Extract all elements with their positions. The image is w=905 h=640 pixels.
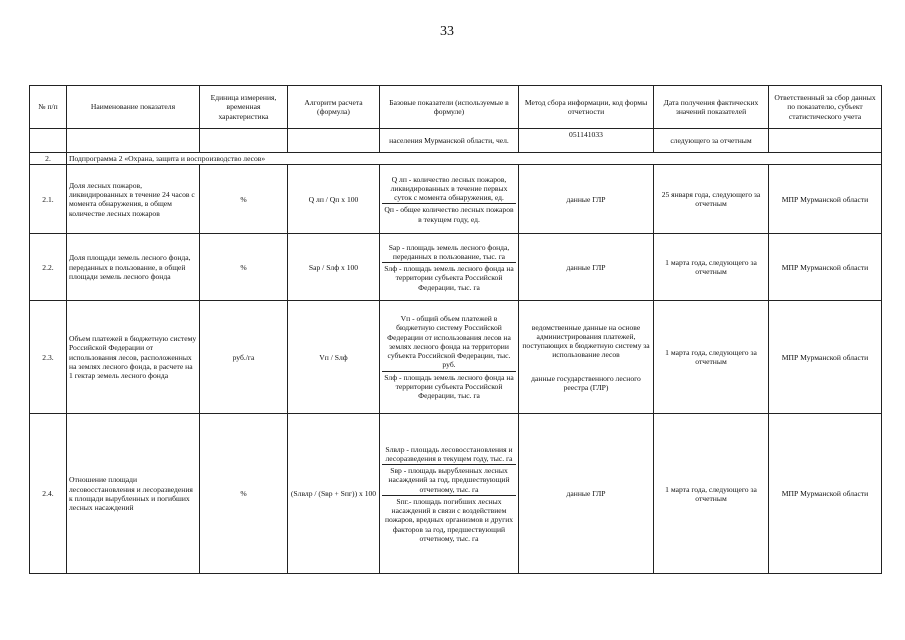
base-item: Sар - площадь земель лесного фонда, переданных в пользование, тыс. га <box>382 242 516 264</box>
row-num: 2.3. <box>30 301 67 414</box>
carry-date: следующего за отчетным <box>654 129 769 153</box>
row-method <box>519 301 654 414</box>
subprogram-title: Подпрограмма 2 «Охрана, защита и воспроизводство лесов» <box>67 153 882 165</box>
table-header-row <box>30 86 882 129</box>
row-algorithm: Sар / Sлф х 100 <box>288 234 380 301</box>
row-unit: руб./га <box>200 301 288 414</box>
base-item: Vп - общий объем платежей в бюджетную систему Российской Федерации от использования лесов на землях лесного фонда на территории субъекта Российской Федерации, тыс. руб. <box>382 313 516 372</box>
table-row <box>30 301 882 414</box>
table-row <box>30 414 882 574</box>
row-responsible: МПР Мурманской области <box>769 165 882 234</box>
base-item: Sлф - площадь земель лесного фонда на территории субъекта Российской Федерации, тыс. га <box>384 372 514 401</box>
row-algorithm: Vп / Sлф <box>288 301 380 414</box>
row-name: Объем платежей в бюджетную систему Российской Федерации от использования лесов, расположенных на землях лесного фонда, в расчете на 1 гектар земель лесного фонда <box>67 301 200 414</box>
base-item: Sлф - площадь земель лесного фонда на территории субъекта Российской Федерации, тыс. га <box>384 264 514 292</box>
base-item: Qп - общее количество лесных пожаров в текущем году, ед. <box>384 205 514 224</box>
base-item: Q лп - количество лесных пожаров, ликвидированных в течение первых суток с момента обнаружения, ед. <box>382 174 516 205</box>
row-date: 1 марта года, следующего за отчетным <box>654 234 769 301</box>
row-unit: % <box>200 234 288 301</box>
row-base <box>380 301 519 414</box>
header-date: Дата получения фактических значений показателей <box>654 86 769 129</box>
header-name: Наименование показателя <box>67 86 200 129</box>
base-item: Sпг.- площадь погибших лесных насаждений в связи с воздействием пожаров, вредных организмов и других факторов за год, предшествующий отчетному, тыс. га <box>384 496 514 543</box>
method-item: данные государственного лесного реестра (ГЛР) <box>531 373 641 392</box>
header-base: Базовые показатели (используемые в формуле) <box>380 86 519 129</box>
method-item: ведомственные данные на основе администрирования платежей, поступающих в бюджетную систему за использование лесов <box>522 322 650 360</box>
row-responsible: МПР Мурманской области <box>769 301 882 414</box>
row-num: 2.2. <box>30 234 67 301</box>
row-name: Доля площади земель лесного фонда, переданных в пользование, в общей площади земель лесного фонда <box>67 234 200 301</box>
header-num: № п/п <box>30 86 67 129</box>
row-method: данные ГЛР <box>519 414 654 574</box>
row-num: 2.1. <box>30 165 67 234</box>
table-row <box>30 234 882 301</box>
header-responsible: Ответственный за сбор данных по показателю, субъект статистического учета <box>769 86 882 129</box>
row-name: Отношение площади лесовосстановления и лесоразведения к площади вырубленных и погибших лесных насаждений <box>67 414 200 574</box>
row-base <box>380 234 519 301</box>
row-date: 1 марта года, следующего за отчетным <box>654 414 769 574</box>
subprogram-row <box>30 153 882 165</box>
indicators-table <box>29 85 882 574</box>
table-row <box>30 165 882 234</box>
carry-method: 051141033 <box>519 129 654 153</box>
base-item: Sлвлр - площадь лесовосстановления и лесоразведения в текущем году, тыс. га <box>382 444 516 466</box>
row-responsible: МПР Мурманской области <box>769 234 882 301</box>
row-date: 1 марта года, следующего за отчетным <box>654 301 769 414</box>
row-unit: % <box>200 414 288 574</box>
row-date: 25 января года, следующего за отчетным <box>654 165 769 234</box>
row-method: данные ГЛР <box>519 234 654 301</box>
row-responsible: МПР Мурманской области <box>769 414 882 574</box>
row-name: Доля лесных пожаров, ликвидированных в течение 24 часов с момента обнаружения, в общем количестве лесных пожаров <box>67 165 200 234</box>
row-method: данные ГЛР <box>519 165 654 234</box>
header-algorithm: Алгоритм расчета (формула) <box>288 86 380 129</box>
row-unit: % <box>200 165 288 234</box>
header-method: Метод сбора информации, код формы отчетности <box>519 86 654 129</box>
carry-row <box>30 129 882 153</box>
header-unit: Единица измерения, временная характеристика <box>200 86 288 129</box>
subprogram-num: 2. <box>30 153 67 165</box>
row-num: 2.4. <box>30 414 67 574</box>
carry-base: населения Мурманской области, чел. <box>380 129 519 153</box>
row-base <box>380 414 519 574</box>
base-item: Sвр - площадь вырубленных лесных насаждений за год, предшествующий отчетному, тыс. га <box>382 465 516 496</box>
row-algorithm: (Sлвлр / (Sвр + Sпг)) х 100 <box>288 414 380 574</box>
row-algorithm: Q лп / Qп х 100 <box>288 165 380 234</box>
page-number: 33 <box>440 24 454 39</box>
row-base <box>380 165 519 234</box>
